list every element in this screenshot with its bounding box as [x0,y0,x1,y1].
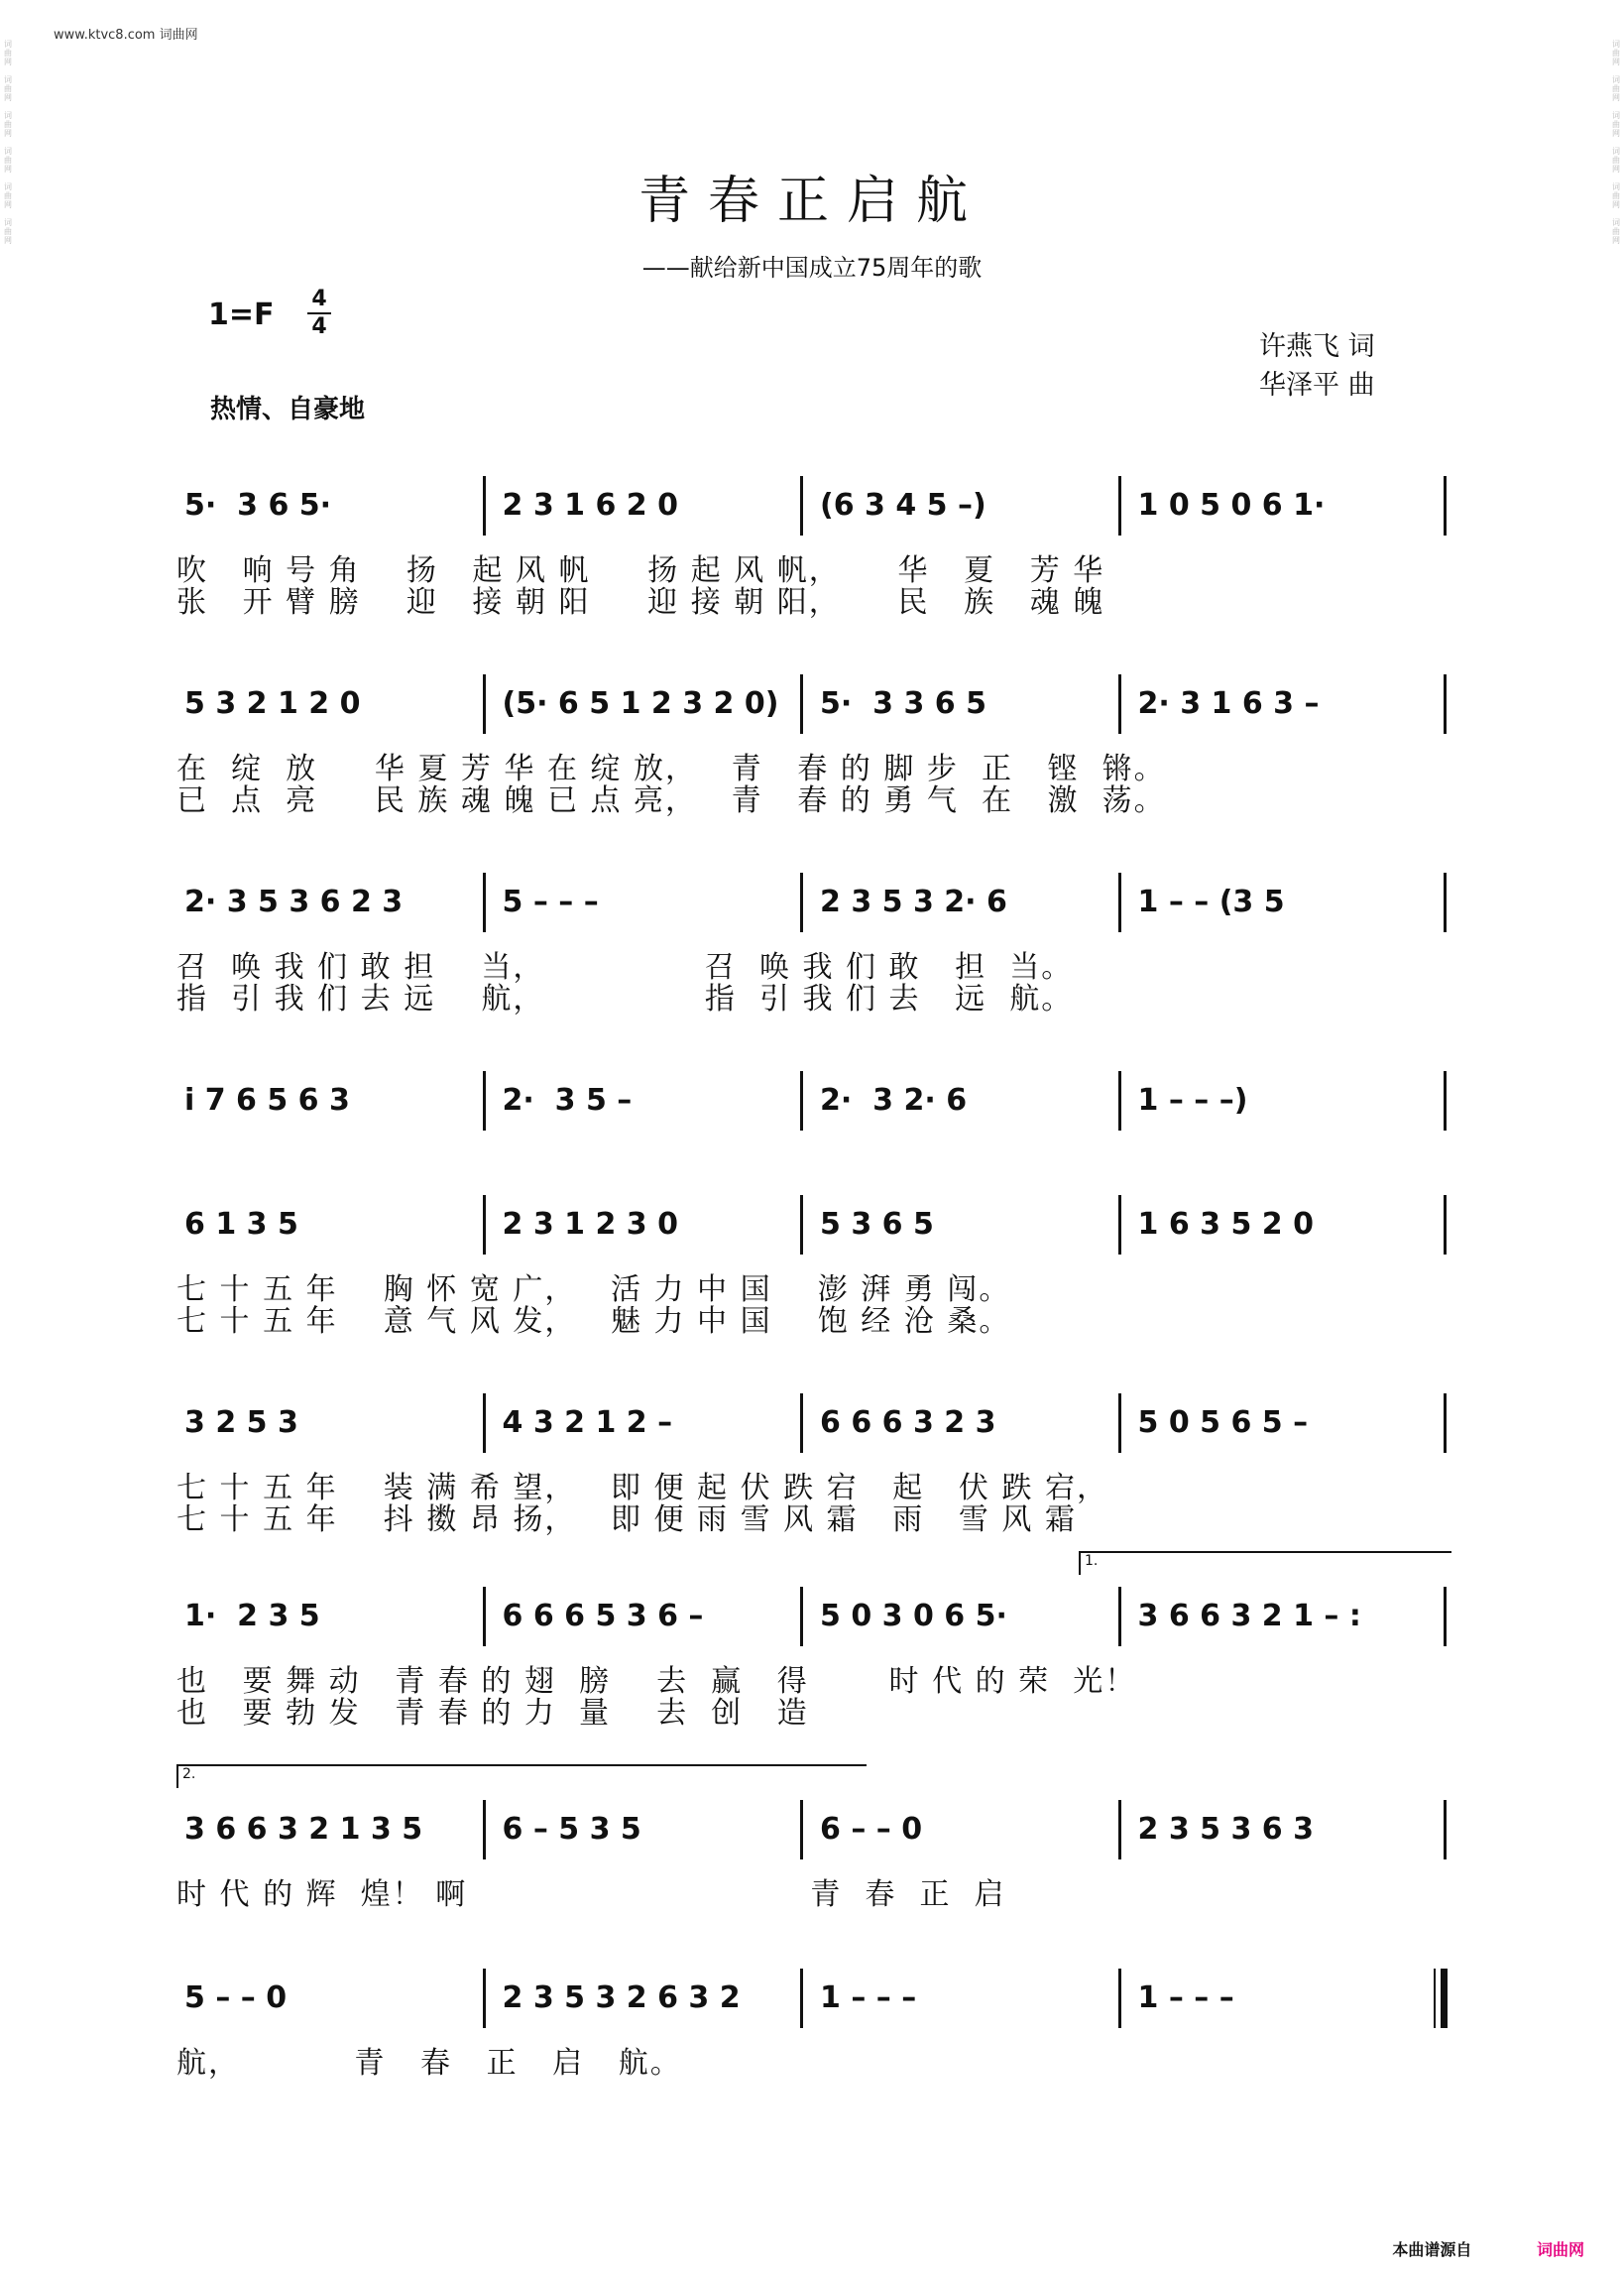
measure-notes: 6 – – 0 [820,1812,923,1847]
measure-notes: 2 3 5 3 2 6 3 2 [502,1980,741,2015]
measure-notes: 2· 3 2· 6 [820,1083,968,1118]
measure-notes: 5 3 6 5 [820,1207,934,1242]
volta-bracket: 2. [176,1764,867,1788]
measure-notes: 5· 3 3 6 5 [820,686,986,721]
measure-notes: 2· 3 5 3 6 2 3 [184,885,404,919]
lyric-line: 也 要 勃 发 青 春 的 力 量 去 创 造 [176,1696,809,1731]
footer [1392,2237,1584,2260]
barline [483,1800,486,1859]
measure-notes: 4 3 2 1 2 – [502,1405,673,1440]
notation-line [176,674,1448,734]
credits [1259,327,1375,405]
measure-notes: 6 6 6 5 3 6 – [502,1599,704,1633]
volta-bracket: 1. [1079,1551,1451,1575]
lyric-line: 航， 青 春 正 启 航。 [176,2046,682,2081]
lyric-line: 在 绽 放 华 夏 芳 华 在 绽 放， 青 春 的 脚 步 正 铿 锵。 [176,752,1166,786]
watermark-text: www.ktvc8.com 词曲网 [54,28,198,43]
lyric-line: 已 点 亮 民 族 魂 魄 已 点 亮， 青 春 的 勇 气 在 激 荡。 [176,783,1166,818]
barline [1444,1800,1447,1859]
lyric-line: 指 引 我 们 去 远 航， 指 引 我 们 去 远 航。 [176,982,1074,1017]
measure-notes: 1 0 5 0 6 1· [1137,488,1326,523]
barline [1118,1393,1121,1453]
barline [1118,1195,1121,1255]
barline [1118,1587,1121,1646]
lyric-line: 时 代 的 辉 煌！ 啊 青 春 正 启 [176,1877,1006,1912]
measure-notes: 5 0 3 0 6 5· [820,1599,1007,1633]
key-signature: 1=F [208,298,275,332]
measure-notes: (6 3 4 5 –) [820,488,986,523]
measure-notes: 1 – – – [1137,1980,1234,2015]
notation-line [176,873,1448,932]
barline [483,1195,486,1255]
measure-notes: 1 – – – [820,1980,917,2015]
measure-notes: 5 – – – [502,885,599,919]
measure-notes: 2 3 5 3 2· 6 [820,885,1007,919]
measure-notes: 2 3 1 2 3 0 [502,1207,678,1242]
barline [483,1969,486,2028]
barline [1444,674,1447,734]
barline [800,1071,803,1131]
time-top: 4 [311,287,327,311]
barline [483,674,486,734]
footer-source: 本曲谱源自 [1392,2240,1472,2259]
barline [1444,1587,1447,1646]
footer-site: 词曲网 [1536,2240,1584,2259]
notation-line [176,1800,1448,1859]
side-watermark-right: 词曲网 词曲网 词曲网 词曲网 词曲网 词曲网 [1612,40,1620,245]
lyric-line: 七 十 五 年 胸 怀 宽 广， 活 力 中 国 澎 湃 勇 闯。 [176,1272,1011,1307]
song-title: 青春正启航 [638,172,986,231]
measure-notes: 5 – – 0 [184,1980,288,2015]
lyric-line: 吹 响 号 角 扬 起 风 帆 扬 起 风 帆， 华 夏 芳 华 [176,553,1105,588]
measure-notes: 3 2 5 3 [184,1405,298,1440]
notation-line [176,1969,1448,2028]
barline [800,1800,803,1859]
lyric-line: 七 十 五 年 抖 擞 昂 扬， 即 便 雨 雪 风 霜 雨 雪 风 霜 [176,1502,1077,1537]
lyric-line: 张 开 臂 膀 迎 接 朝 阳 迎 接 朝 阳， 民 族 魂 魄 [176,585,1105,620]
final-barline-thick [1441,1969,1448,2028]
measure-notes: 5 0 5 6 5 – [1137,1405,1309,1440]
measure-notes: 5· 3 6 5· [184,488,332,523]
barline [1118,1969,1121,2028]
measure-notes: i 7 6 5 6 3 [184,1083,350,1118]
barline [800,674,803,734]
side-watermark-left: 词曲网 词曲网 词曲网 词曲网 词曲网 词曲网 [4,40,12,245]
lyric-line: 召 唤 我 们 敢 担 当， 召 唤 我 们 敢 担 当。 [176,950,1074,985]
barline [1118,1071,1121,1131]
measure-notes: 5 3 2 1 2 0 [184,686,361,721]
barline [483,1071,486,1131]
barline [1118,674,1121,734]
barline [800,476,803,536]
barline [1444,1195,1447,1255]
final-barline-thin [1434,1969,1436,2028]
barline [1444,873,1447,932]
barline [1118,1800,1121,1859]
measure-notes: 1 – – –) [1137,1083,1248,1118]
song-subtitle: ——献给新中国成立75周年的歌 [641,254,983,282]
measure-notes: 2 3 5 3 6 3 [1137,1812,1314,1847]
barline [483,873,486,932]
notation-line [176,1071,1448,1131]
measure-notes: 6 – 5 3 5 [502,1812,641,1847]
time-bottom: 4 [311,314,327,339]
measure-notes: 3 6 6 3 2 1 – : [1137,1599,1361,1633]
notation-line [176,1587,1448,1646]
notation-line [176,1393,1448,1453]
lyric-line: 七 十 五 年 装 满 希 望， 即 便 起 伏 跌 宕 起 伏 跌 宕， [176,1471,1108,1505]
barline [1118,873,1121,932]
measure-notes: (5· 6 5 1 2 3 2 0) [502,686,779,721]
barline [483,1587,486,1646]
measure-notes: 1 – – (3 5 [1137,885,1285,919]
notation-line [176,1195,1448,1255]
barline [1444,1393,1447,1453]
barline [800,1393,803,1453]
measure-notes: 1· 2 3 5 [184,1599,320,1633]
measure-notes: 6 6 6 3 2 3 [820,1405,996,1440]
notation-line [176,476,1448,536]
barline [1118,476,1121,536]
barline [483,476,486,536]
barline [800,1195,803,1255]
measure-notes: 2 3 1 6 2 0 [502,488,678,523]
measure-notes: 2· 3 1 6 3 – [1137,686,1320,721]
measure-notes: 3 6 6 3 2 1 3 5 [184,1812,423,1847]
measure-notes: 6 1 3 5 [184,1207,298,1242]
lyric-line: 也 要 舞 动 青 春 的 翅 膀 去 赢 得 时 代 的 荣 光！ [176,1664,1137,1699]
lyric-line: 七 十 五 年 意 气 风 发， 魅 力 中 国 饱 经 沧 桑。 [176,1304,1011,1339]
barline [1444,476,1447,536]
measure-notes: 2· 3 5 – [502,1083,633,1118]
time-signature [307,288,331,339]
barline [1444,1071,1447,1131]
tempo-marking: 热情、自豪地 [210,395,366,424]
barline [800,1969,803,2028]
lyricist: 许燕飞 词 [1259,331,1375,362]
measure-notes: 1 6 3 5 2 0 [1137,1207,1314,1242]
barline [800,1587,803,1646]
barline [800,873,803,932]
composer: 华泽平 曲 [1259,370,1375,401]
barline [483,1393,486,1453]
